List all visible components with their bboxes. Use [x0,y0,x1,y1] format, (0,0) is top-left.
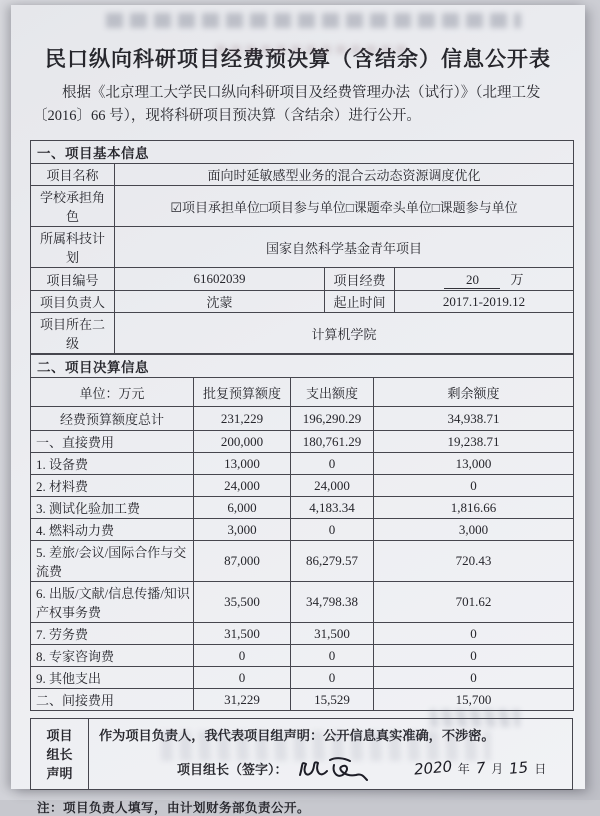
period-label: 起止时间 [325,291,395,313]
school-value: 计算机学院 [115,313,574,354]
project-name-label: 项目名称 [31,164,115,186]
row-remain: 720.43 [374,541,574,582]
checkbox-unchecked-icon: □ [345,199,354,215]
intro-line-1: 根据《北京理工大学民口纵向科研项目及经费管理办法（试行）》（北理工发 [62,85,541,101]
row-label: 3. 测试化验加工费 [31,497,194,519]
date-day: 15 [508,758,530,778]
table-row-total [31,407,574,431]
date-month: 7 [474,758,487,778]
row-spent: 86,279.57 [291,541,374,582]
pi-value: 沈蒙 [115,291,325,313]
column-header-remain: 剩余额度 [374,378,574,407]
intro-line-2: 〔2016〕66 号），现将科研项目预决算（含结余）进行公开。 [33,108,421,124]
unit-label: 单位：万元 [31,378,194,407]
pi-label: 项目负责人 [31,291,115,313]
role-option-label: 项目参与单位 [267,199,346,215]
row-budget: 31,500 [194,623,291,645]
row-label: 经费预算额度总计 [31,407,194,431]
fund-amount: 20 [444,272,500,289]
row-remain: 3,000 [374,519,574,541]
role-option-label: 课题参与单位 [439,199,518,215]
row-spent: 196,290.29 [291,407,374,431]
row-remain: 13,000 [374,453,574,475]
table-row-other [31,667,574,689]
row-label: 4. 燃料动力费 [31,519,194,541]
intro-paragraph [33,82,571,128]
row-spent: 4,183.34 [291,497,374,519]
statement-text: 作为项目负责人，我代表项目组声明：公开信息真实准确，不涉密。 [99,728,495,743]
role-label: 学校承担角色 [31,186,115,227]
row-spent: 31,500 [291,623,374,645]
row-remain: 1,816.66 [374,497,574,519]
row-budget: 35,500 [194,582,291,623]
row-label: 2. 材料费 [31,475,194,497]
row-spent: 24,000 [291,475,374,497]
section1-header: 一、项目基本信息 [31,141,574,164]
table-row-equipment [31,453,574,475]
statement-role-line: 声明 [46,765,73,781]
statement-role-line: 组长 [46,746,73,762]
row-remain: 0 [374,475,574,497]
row-budget: 13,000 [194,453,291,475]
row-spent: 0 [291,519,374,541]
row-spent: 0 [291,453,374,475]
number-fund-row [31,268,574,291]
checkbox-checked-icon: ☑ [170,199,182,215]
row-spent: 0 [291,645,374,667]
signature-label: 项目组长（签字）： [177,761,288,777]
checkbox-unchecked-icon: □ [260,199,268,215]
role-row [31,186,574,227]
table-row-materials [31,475,574,497]
table-row-travel-conference [31,541,574,582]
row-remain: 19,238.71 [374,431,574,453]
column-header-spent: 支出额度 [291,378,374,407]
basic-info-table [30,140,574,354]
row-remain: 0 [374,645,574,667]
signature-row [99,751,562,785]
date-year: 2020 [412,757,453,779]
day-char: 日 [534,761,547,776]
section2-header: 二、项目决算信息 [31,355,574,378]
row-spent: 0 [291,667,374,689]
school-row [31,313,574,354]
row-budget: 6,000 [194,497,291,519]
school-label: 项目所在二级 [31,313,115,354]
project-number-value: 61602039 [115,268,325,291]
row-budget: 0 [194,667,291,689]
row-label: 6. 出版/文献/信息传播/知识产权事务费 [31,582,194,623]
year-char: 年 [457,761,470,776]
row-label: 1. 设备费 [31,453,194,475]
program-value: 国家自然科学基金青年项目 [115,227,574,268]
row-budget: 231,229 [194,407,291,431]
project-number-label: 项目编号 [31,268,115,291]
table-row-testing [31,497,574,519]
row-budget: 24,000 [194,475,291,497]
role-value [115,186,574,227]
fund-unit: 万 [510,272,524,287]
table-row-labor [31,623,574,645]
page-title: 民口纵向科研项目经费预决算（含结余）信息公开表 [45,47,551,71]
project-name-value: 面向时延敏感型业务的混合云动态资源调度优化 [115,164,574,186]
footer-note: 注：项目负责人填写，由计划财务部负责公开。 [37,801,311,815]
statement-table [30,718,573,790]
row-spent: 34,798.38 [291,582,374,623]
table-row-fuel-power [31,519,574,541]
row-label: 5. 差旅/会议/国际合作与交流费 [31,541,194,582]
statement-role-label [31,719,89,790]
row-remain: 0 [374,623,574,645]
column-header-budget: 批复预算额度 [194,378,291,407]
row-spent: 180,761.29 [291,431,374,453]
fund-label: 项目经费 [325,268,395,291]
row-remain: 34,938.71 [374,407,574,431]
project-name-row [31,164,574,186]
statement-role-line: 项目 [46,727,73,743]
checkbox-unchecked-icon: □ [431,199,440,215]
role-option-label: 项目承担单位 [182,199,261,215]
handwritten-signature [294,751,372,785]
row-budget: 87,000 [194,541,291,582]
column-header-row [31,378,574,407]
row-label: 7. 劳务费 [31,623,194,645]
paper-page [11,5,585,815]
bleedthrough-top-line [106,13,521,28]
section1-header-row [31,141,574,164]
table-row-publication-ip [31,582,574,623]
row-label: 二、间接费用 [31,689,194,711]
month-char: 月 [491,761,504,776]
row-budget: 31,229 [194,689,291,711]
table-row-indirect [31,689,574,711]
row-spent: 15,529 [291,689,374,711]
program-row [31,227,574,268]
row-label: 9. 其他支出 [31,667,194,689]
row-budget: 0 [194,645,291,667]
table-row-direct [31,431,574,453]
row-budget: 3,000 [194,519,291,541]
pi-period-row [31,291,574,313]
signature-date [414,759,549,777]
statement-body [89,719,573,790]
section2-header-row [31,355,574,378]
statement-row [31,719,573,790]
row-label: 8. 专家咨询费 [31,645,194,667]
row-remain: 0 [374,667,574,689]
period-value: 2017.1-2019.12 [395,291,574,313]
table-row-expert-consult [31,645,574,667]
row-label: 一、直接费用 [31,431,194,453]
row-budget: 200,000 [194,431,291,453]
fund-value-cell [395,268,574,291]
row-remain: 701.62 [374,582,574,623]
role-option-label: 课题牵头单位 [353,199,432,215]
program-label: 所属科技计划 [31,227,115,268]
row-remain: 15,700 [374,689,574,711]
final-accounts-table [30,354,574,711]
